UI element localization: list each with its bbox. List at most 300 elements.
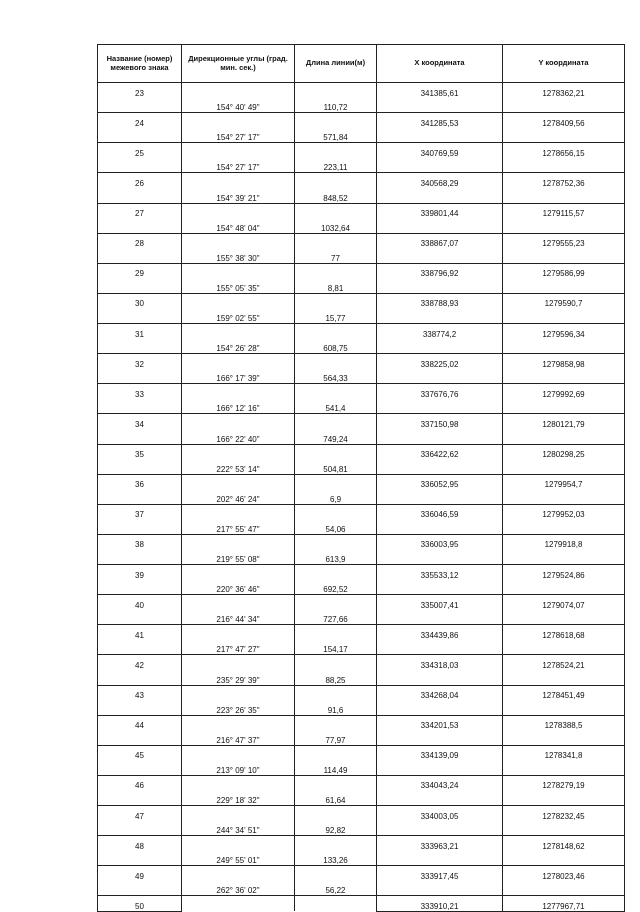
- line-length-cell: 541,4: [295, 399, 377, 414]
- x-coordinate-cell: 337676,76: [377, 384, 503, 399]
- bearing-cell: 155° 05' 35": [182, 278, 295, 293]
- line-length-cell: 571,84: [295, 128, 377, 143]
- bearing-empty-cell: [182, 384, 295, 399]
- length-empty-cell: [295, 414, 377, 429]
- line-length-cell: 15,77: [295, 308, 377, 323]
- bearing-empty-cell: [182, 806, 295, 821]
- line-length-cell: 61,64: [295, 790, 377, 805]
- point-row: [98, 655, 625, 670]
- y-coordinate-cell: 1279555,23: [503, 233, 625, 248]
- segment-row: [98, 308, 625, 323]
- bearing-empty-cell: [182, 504, 295, 519]
- marker-name-empty-cell: [98, 881, 182, 896]
- segment-row: [98, 730, 625, 745]
- x-coordinate-cell: 333917,45: [377, 866, 503, 881]
- segment-row: [98, 218, 625, 233]
- length-empty-cell: [295, 565, 377, 580]
- bearing-cell: 217° 55' 47": [182, 519, 295, 534]
- line-length-cell: 504,81: [295, 459, 377, 474]
- bearing-cell: 223° 26' 35": [182, 700, 295, 715]
- line-length-cell: 564,33: [295, 369, 377, 384]
- point-row: [98, 685, 625, 700]
- bearing-cell: 216° 47' 37": [182, 730, 295, 745]
- x-empty-cell: [377, 730, 503, 745]
- marker-name-cell: 37: [98, 504, 182, 519]
- marker-name-cell: 27: [98, 203, 182, 218]
- length-empty-cell: [295, 444, 377, 459]
- y-empty-cell: [503, 489, 625, 504]
- marker-name-empty-cell: [98, 429, 182, 444]
- x-coordinate-cell: 336003,95: [377, 534, 503, 549]
- length-empty-cell: [295, 836, 377, 851]
- segment-row: [98, 640, 625, 655]
- point-row: [98, 293, 625, 308]
- x-empty-cell: [377, 790, 503, 805]
- marker-name-cell: 39: [98, 565, 182, 580]
- point-row: [98, 775, 625, 790]
- bearing-cell: 154° 48' 04": [182, 218, 295, 233]
- bearing-cell: 159° 02' 55": [182, 308, 295, 323]
- bearing-cell: 217° 47' 27": [182, 640, 295, 655]
- x-empty-cell: [377, 248, 503, 263]
- length-empty-cell: [295, 263, 377, 278]
- table-body: [98, 83, 625, 912]
- x-coordinate-cell: 334318,03: [377, 655, 503, 670]
- length-empty-cell: [295, 655, 377, 670]
- line-length-cell: 114,49: [295, 760, 377, 775]
- bearing-empty-cell: [182, 143, 295, 158]
- length-empty-cell: [295, 324, 377, 339]
- x-empty-cell: [377, 429, 503, 444]
- marker-name-cell: 33: [98, 384, 182, 399]
- x-empty-cell: [377, 459, 503, 474]
- marker-name-empty-cell: [98, 851, 182, 866]
- marker-name-empty-cell: [98, 580, 182, 595]
- table-header-row: [98, 45, 625, 83]
- x-coordinate-cell: 334201,53: [377, 715, 503, 730]
- x-coordinate-cell: 333963,21: [377, 836, 503, 851]
- marker-name-empty-cell: [98, 399, 182, 414]
- marker-name-empty-cell: [98, 98, 182, 113]
- x-coordinate-cell: 334139,09: [377, 745, 503, 760]
- y-coordinate-cell: 1278388,5: [503, 715, 625, 730]
- point-row: [98, 715, 625, 730]
- x-coordinate-cell: 336422,62: [377, 444, 503, 459]
- y-coordinate-cell: 1278409,56: [503, 113, 625, 128]
- bearing-empty-cell: [182, 836, 295, 851]
- marker-name-empty-cell: [98, 459, 182, 474]
- point-row: [98, 324, 625, 339]
- marker-name-empty-cell: [98, 128, 182, 143]
- bearing-cell: 219° 55' 08": [182, 549, 295, 564]
- segment-row: [98, 278, 625, 293]
- point-row: [98, 896, 625, 912]
- segment-row: [98, 158, 625, 173]
- y-empty-cell: [503, 790, 625, 805]
- segment-row: [98, 519, 625, 534]
- x-empty-cell: [377, 881, 503, 896]
- bearing-cell: 220° 36' 46": [182, 580, 295, 595]
- marker-name-cell: 23: [98, 83, 182, 98]
- header-marker-name: Название (номер) межевого знака: [98, 45, 182, 83]
- bearing-cell: 216° 44' 34": [182, 610, 295, 625]
- bearing-empty-cell: [182, 293, 295, 308]
- point-row: [98, 866, 625, 881]
- x-empty-cell: [377, 218, 503, 233]
- y-coordinate-cell: 1280121,79: [503, 414, 625, 429]
- length-empty-cell: [295, 113, 377, 128]
- bearing-cell: 166° 12' 16": [182, 399, 295, 414]
- bearing-empty-cell: [182, 83, 295, 98]
- bearing-cell: 154° 27' 17": [182, 158, 295, 173]
- segment-row: [98, 881, 625, 896]
- line-length-cell: 6,9: [295, 489, 377, 504]
- line-length-cell: 608,75: [295, 339, 377, 354]
- line-length-cell: 92,82: [295, 821, 377, 836]
- point-row: [98, 83, 625, 98]
- x-empty-cell: [377, 640, 503, 655]
- point-row: [98, 595, 625, 610]
- point-row: [98, 745, 625, 760]
- line-length-cell: 54,06: [295, 519, 377, 534]
- boundary-coordinates-table: [97, 44, 625, 912]
- bearing-empty-cell: [182, 203, 295, 218]
- marker-name-cell: 28: [98, 233, 182, 248]
- length-empty-cell: [295, 233, 377, 248]
- x-empty-cell: [377, 128, 503, 143]
- x-coordinate-cell: 333910,21: [377, 896, 503, 912]
- marker-name-cell: 46: [98, 775, 182, 790]
- point-row: [98, 474, 625, 489]
- y-coordinate-cell: 1278524,21: [503, 655, 625, 670]
- x-empty-cell: [377, 700, 503, 715]
- x-coordinate-cell: 340568,29: [377, 173, 503, 188]
- y-coordinate-cell: 1279952,03: [503, 504, 625, 519]
- point-row: [98, 113, 625, 128]
- y-empty-cell: [503, 278, 625, 293]
- bearing-empty-cell: [182, 685, 295, 700]
- marker-name-empty-cell: [98, 188, 182, 203]
- y-empty-cell: [503, 308, 625, 323]
- y-coordinate-cell: 1280298,25: [503, 444, 625, 459]
- y-coordinate-cell: 1278451,49: [503, 685, 625, 700]
- length-empty-cell: [295, 203, 377, 218]
- y-empty-cell: [503, 700, 625, 715]
- y-empty-cell: [503, 459, 625, 474]
- point-row: [98, 203, 625, 218]
- bearing-empty-cell: [182, 263, 295, 278]
- y-empty-cell: [503, 821, 625, 836]
- y-empty-cell: [503, 369, 625, 384]
- length-empty-cell: [295, 806, 377, 821]
- bearing-empty-cell: [182, 173, 295, 188]
- length-empty-cell: [295, 625, 377, 640]
- bearing-empty-cell: [182, 474, 295, 489]
- x-empty-cell: [377, 278, 503, 293]
- bearing-cell: 222° 53' 14": [182, 459, 295, 474]
- marker-name-empty-cell: [98, 730, 182, 745]
- bearing-empty-cell: [182, 625, 295, 640]
- point-row: [98, 565, 625, 580]
- marker-name-cell: 31: [98, 324, 182, 339]
- segment-row: [98, 821, 625, 836]
- length-empty-cell: [295, 745, 377, 760]
- length-empty-cell: [295, 83, 377, 98]
- x-empty-cell: [377, 851, 503, 866]
- line-length-cell: 154,17: [295, 640, 377, 655]
- marker-name-cell: 44: [98, 715, 182, 730]
- y-empty-cell: [503, 881, 625, 896]
- bearing-cell: 213° 09' 10": [182, 760, 295, 775]
- line-length-cell: 613,9: [295, 549, 377, 564]
- y-empty-cell: [503, 580, 625, 595]
- x-empty-cell: [377, 339, 503, 354]
- length-empty-cell: [295, 866, 377, 881]
- length-empty-cell: [295, 715, 377, 730]
- y-empty-cell: [503, 730, 625, 745]
- marker-name-cell: 47: [98, 806, 182, 821]
- marker-name-empty-cell: [98, 700, 182, 715]
- line-length-cell: 848,52: [295, 188, 377, 203]
- x-empty-cell: [377, 489, 503, 504]
- marker-name-cell: 29: [98, 263, 182, 278]
- bearing-cell: 154° 40' 49": [182, 98, 295, 113]
- bearing-empty-cell: [182, 414, 295, 429]
- bearing-empty-cell: [182, 866, 295, 881]
- marker-name-empty-cell: [98, 610, 182, 625]
- marker-name-cell: 35: [98, 444, 182, 459]
- header-bearing: Дирекционные углы (град. мин. сек.): [182, 45, 295, 83]
- point-row: [98, 233, 625, 248]
- y-empty-cell: [503, 760, 625, 775]
- x-coordinate-cell: 340769,59: [377, 143, 503, 158]
- segment-row: [98, 700, 625, 715]
- y-empty-cell: [503, 188, 625, 203]
- bearing-empty-cell: [182, 565, 295, 580]
- bearing-cell: 202° 46' 24": [182, 489, 295, 504]
- y-coordinate-cell: 1278341,8: [503, 745, 625, 760]
- x-coordinate-cell: 338225,02: [377, 354, 503, 369]
- segment-row: [98, 128, 625, 143]
- bearing-empty-cell: [182, 896, 295, 912]
- line-length-cell: 56,22: [295, 881, 377, 896]
- line-length-cell: 88,25: [295, 670, 377, 685]
- y-coordinate-cell: 1278656,15: [503, 143, 625, 158]
- bearing-empty-cell: [182, 324, 295, 339]
- y-coordinate-cell: 1277967,71: [503, 896, 625, 912]
- x-empty-cell: [377, 549, 503, 564]
- point-row: [98, 836, 625, 851]
- segment-row: [98, 670, 625, 685]
- marker-name-empty-cell: [98, 489, 182, 504]
- bearing-cell: 262° 36' 02": [182, 881, 295, 896]
- marker-name-empty-cell: [98, 158, 182, 173]
- x-coordinate-cell: 336046,59: [377, 504, 503, 519]
- marker-name-empty-cell: [98, 248, 182, 263]
- x-empty-cell: [377, 158, 503, 173]
- marker-name-empty-cell: [98, 278, 182, 293]
- length-empty-cell: [295, 504, 377, 519]
- segment-row: [98, 429, 625, 444]
- bearing-empty-cell: [182, 534, 295, 549]
- marker-name-cell: 40: [98, 595, 182, 610]
- bearing-empty-cell: [182, 775, 295, 790]
- point-row: [98, 625, 625, 640]
- x-empty-cell: [377, 98, 503, 113]
- y-coordinate-cell: 1279586,99: [503, 263, 625, 278]
- marker-name-empty-cell: [98, 640, 182, 655]
- y-coordinate-cell: 1279074,07: [503, 595, 625, 610]
- marker-name-empty-cell: [98, 339, 182, 354]
- segment-row: [98, 851, 625, 866]
- marker-name-empty-cell: [98, 549, 182, 564]
- line-length-cell: 727,66: [295, 610, 377, 625]
- line-length-cell: 77: [295, 248, 377, 263]
- bearing-cell: 166° 17' 39": [182, 369, 295, 384]
- point-row: [98, 534, 625, 549]
- marker-name-empty-cell: [98, 218, 182, 233]
- y-coordinate-cell: 1279596,34: [503, 324, 625, 339]
- y-coordinate-cell: 1278232,45: [503, 806, 625, 821]
- y-empty-cell: [503, 610, 625, 625]
- x-empty-cell: [377, 760, 503, 775]
- marker-name-empty-cell: [98, 790, 182, 805]
- x-empty-cell: [377, 188, 503, 203]
- marker-name-cell: 25: [98, 143, 182, 158]
- y-empty-cell: [503, 519, 625, 534]
- y-empty-cell: [503, 218, 625, 233]
- point-row: [98, 806, 625, 821]
- x-coordinate-cell: 338788,93: [377, 293, 503, 308]
- length-empty-cell: [295, 293, 377, 308]
- y-coordinate-cell: 1278362,21: [503, 83, 625, 98]
- point-row: [98, 263, 625, 278]
- line-length-cell: 1032,64: [295, 218, 377, 233]
- x-empty-cell: [377, 821, 503, 836]
- bearing-empty-cell: [182, 354, 295, 369]
- y-empty-cell: [503, 640, 625, 655]
- marker-name-empty-cell: [98, 369, 182, 384]
- y-coordinate-cell: 1278618,68: [503, 625, 625, 640]
- x-coordinate-cell: 338796,92: [377, 263, 503, 278]
- segment-row: [98, 339, 625, 354]
- y-empty-cell: [503, 429, 625, 444]
- marker-name-cell: 32: [98, 354, 182, 369]
- y-coordinate-cell: 1278148,62: [503, 836, 625, 851]
- bearing-empty-cell: [182, 655, 295, 670]
- length-empty-cell: [295, 173, 377, 188]
- line-length-cell: 91,6: [295, 700, 377, 715]
- x-empty-cell: [377, 670, 503, 685]
- marker-name-cell: 30: [98, 293, 182, 308]
- segment-row: [98, 489, 625, 504]
- x-coordinate-cell: 334043,24: [377, 775, 503, 790]
- y-coordinate-cell: 1279115,57: [503, 203, 625, 218]
- header-y-coordinate: Y координата: [503, 45, 625, 83]
- y-coordinate-cell: 1279918,8: [503, 534, 625, 549]
- length-empty-cell: [295, 143, 377, 158]
- y-coordinate-cell: 1278023,46: [503, 866, 625, 881]
- line-length-cell: 110,72: [295, 98, 377, 113]
- line-length-cell: 77,97: [295, 730, 377, 745]
- x-coordinate-cell: 338867,07: [377, 233, 503, 248]
- x-empty-cell: [377, 610, 503, 625]
- marker-name-cell: 34: [98, 414, 182, 429]
- point-row: [98, 444, 625, 459]
- bearing-empty-cell: [182, 444, 295, 459]
- y-empty-cell: [503, 158, 625, 173]
- y-coordinate-cell: 1279954,7: [503, 474, 625, 489]
- bearing-empty-cell: [182, 745, 295, 760]
- y-empty-cell: [503, 851, 625, 866]
- x-coordinate-cell: 335007,41: [377, 595, 503, 610]
- marker-name-empty-cell: [98, 519, 182, 534]
- x-empty-cell: [377, 580, 503, 595]
- y-empty-cell: [503, 670, 625, 685]
- marker-name-cell: 43: [98, 685, 182, 700]
- point-row: [98, 384, 625, 399]
- bearing-cell: 166° 22' 40": [182, 429, 295, 444]
- y-coordinate-cell: 1279524,86: [503, 565, 625, 580]
- marker-name-cell: 41: [98, 625, 182, 640]
- length-empty-cell: [295, 896, 377, 912]
- y-coordinate-cell: 1279992,69: [503, 384, 625, 399]
- marker-name-cell: 26: [98, 173, 182, 188]
- x-coordinate-cell: 337150,98: [377, 414, 503, 429]
- x-coordinate-cell: 341285,53: [377, 113, 503, 128]
- length-empty-cell: [295, 775, 377, 790]
- y-empty-cell: [503, 98, 625, 113]
- bearing-empty-cell: [182, 595, 295, 610]
- length-empty-cell: [295, 685, 377, 700]
- x-coordinate-cell: 334268,04: [377, 685, 503, 700]
- x-coordinate-cell: 339801,44: [377, 203, 503, 218]
- y-coordinate-cell: 1279858,98: [503, 354, 625, 369]
- y-empty-cell: [503, 248, 625, 263]
- marker-name-empty-cell: [98, 670, 182, 685]
- length-empty-cell: [295, 474, 377, 489]
- marker-name-cell: 49: [98, 866, 182, 881]
- marker-name-cell: 24: [98, 113, 182, 128]
- line-length-cell: 749,24: [295, 429, 377, 444]
- bearing-empty-cell: [182, 233, 295, 248]
- x-empty-cell: [377, 519, 503, 534]
- bearing-cell: 154° 39' 21": [182, 188, 295, 203]
- marker-name-empty-cell: [98, 760, 182, 775]
- marker-name-empty-cell: [98, 821, 182, 836]
- bearing-cell: 235° 29' 39": [182, 670, 295, 685]
- header-line-length: Длина линии(м): [295, 45, 377, 83]
- bearing-cell: 244° 34' 51": [182, 821, 295, 836]
- bearing-cell: 154° 27' 17": [182, 128, 295, 143]
- y-coordinate-cell: 1278279,19: [503, 775, 625, 790]
- segment-row: [98, 399, 625, 414]
- point-row: [98, 354, 625, 369]
- x-coordinate-cell: 334439,86: [377, 625, 503, 640]
- length-empty-cell: [295, 354, 377, 369]
- segment-row: [98, 369, 625, 384]
- bearing-cell: 249° 55' 01": [182, 851, 295, 866]
- y-empty-cell: [503, 128, 625, 143]
- y-coordinate-cell: 1279590,7: [503, 293, 625, 308]
- marker-name-cell: 36: [98, 474, 182, 489]
- line-length-cell: 692,52: [295, 580, 377, 595]
- x-empty-cell: [377, 399, 503, 414]
- x-empty-cell: [377, 308, 503, 323]
- point-row: [98, 143, 625, 158]
- length-empty-cell: [295, 534, 377, 549]
- bearing-cell: 154° 26' 28": [182, 339, 295, 354]
